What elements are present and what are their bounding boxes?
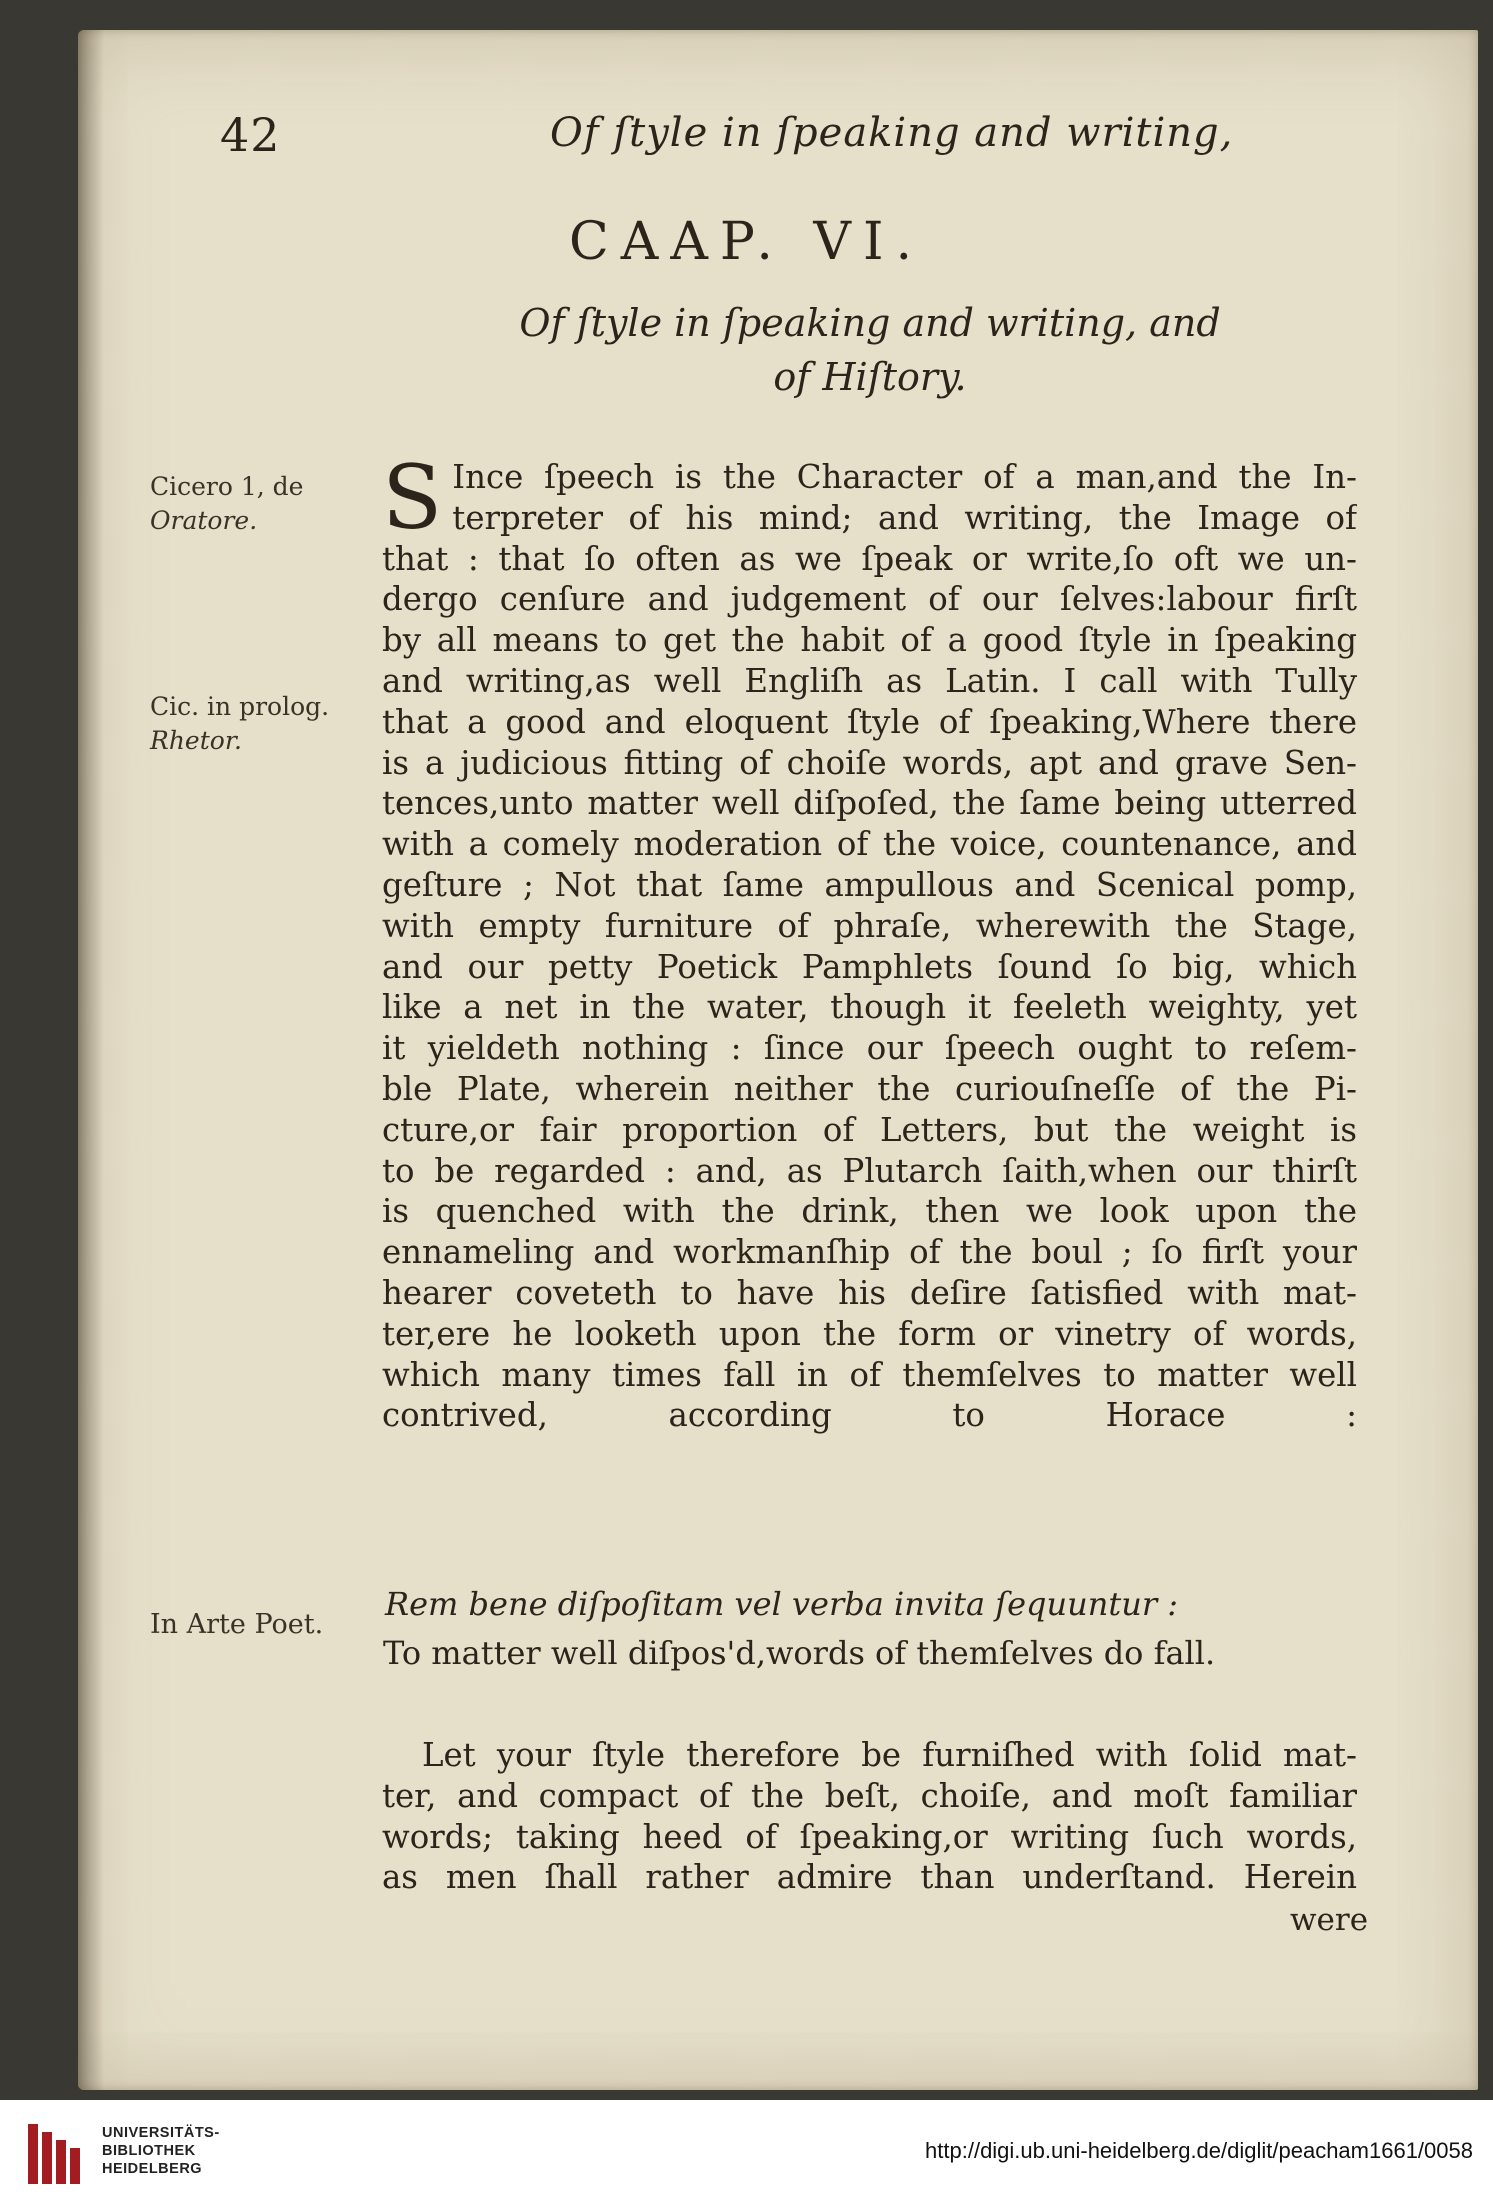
paragraph-2-lines bbox=[382, 1735, 1357, 1898]
text-line: as men ſhall rather admire than underſtand. Herein bbox=[382, 1858, 1357, 1897]
marginal-note-cicero-oratore: Cicero 1, de Oratore. bbox=[150, 472, 304, 535]
text-line: that : that ſo often as we ſpeak or write,ſo oft we un- bbox=[382, 539, 1357, 578]
text-line: ter,ere he looketh upon the form or vinetry of words, bbox=[382, 1314, 1357, 1353]
text-line: is quenched with the drink, then we look upon the bbox=[382, 1192, 1357, 1231]
latin-verse: Rem bene diſpoſitam vel verba invita ſequuntur : bbox=[385, 1585, 1179, 1623]
text-line: contrived, according to Horace : bbox=[382, 1396, 1357, 1435]
catchword: were bbox=[1290, 1902, 1369, 1938]
text-line: hearer coveteth to have his deſire ſatisfied with mat- bbox=[382, 1273, 1357, 1312]
marginal-note-cicero-rhetor: Cic. in prolog. Rhetor. bbox=[150, 692, 330, 755]
section-title-line-1: Of ſtyle in ſpeaking and writing, and bbox=[519, 301, 1221, 345]
page-header bbox=[220, 108, 1320, 168]
english-verse: To matter well diſpos'd,words of themſelves do fall. bbox=[383, 1634, 1216, 1672]
text-line: ter, and compact of the beſt, choiſe, and moſt familiar bbox=[382, 1776, 1357, 1815]
text-line: with empty furniture of phraſe, wherewith the Stage, bbox=[382, 906, 1357, 945]
text-line: and our petty Poetick Pamphlets ſound ſo big, which bbox=[382, 947, 1357, 986]
text-line: terpreter of his mind; and writing, the Image of bbox=[452, 498, 1357, 537]
text-line: Ince ſpeech is the Character of a man,and the In- bbox=[452, 458, 1357, 496]
paragraph-1-lines bbox=[382, 446, 1357, 1436]
text-line: and writing,as well Engliſh as Latin. I call with Tully bbox=[382, 661, 1357, 700]
section-title-line-2: of Hiſtory. bbox=[773, 355, 967, 399]
library-logo-icon bbox=[26, 2122, 90, 2186]
text-line: like a net in the water, though it feeleth weighty, yet bbox=[382, 988, 1357, 1027]
text-line: dergo cenſure and judgement of our ſelves:labour firſt bbox=[382, 580, 1357, 619]
text-line: it yieldeth nothing : ſince our ſpeech ought to reſem- bbox=[382, 1029, 1357, 1068]
library-name: UNIVERSITÄTS- BIBLIOTHEK HEIDELBERG bbox=[102, 2125, 220, 2177]
page-number: 42 bbox=[220, 108, 281, 162]
text-line: ble Plate, wherein neither the curiouſneſſe of the Pi- bbox=[382, 1069, 1357, 1108]
chapter-heading: CAAP. VI. bbox=[568, 212, 925, 272]
paragraph-1 bbox=[382, 446, 1357, 1436]
text-line: ennameling and workmanſhip of the boul ; ſo firſt your bbox=[382, 1233, 1357, 1272]
section-title bbox=[420, 296, 1320, 404]
text-line: words; taking heed of ſpeaking,or writing ſuch words, bbox=[382, 1817, 1357, 1856]
text-line: which many times fall in of themſelves to matter well bbox=[382, 1355, 1357, 1394]
drop-cap: S bbox=[382, 446, 443, 549]
text-line: geſture ; Not that ſame ampullous and Scenical pomp, bbox=[382, 865, 1357, 904]
marginal-note-arte-poet: In Arte Poet. bbox=[150, 1609, 324, 1640]
running-head: Of ſtyle in ſpeaking and writing, bbox=[550, 110, 1234, 156]
text-line: Let your ſtyle therefore be furniſhed with ſolid mat- bbox=[422, 1736, 1357, 1774]
page-spine-shadow bbox=[78, 30, 104, 2090]
paragraph-2 bbox=[382, 1735, 1357, 1898]
text-line: by all means to get the habit of a good ſtyle in ſpeaking bbox=[382, 621, 1357, 660]
text-line: with a comely moderation of the voice, countenance, and bbox=[382, 825, 1357, 864]
footer-bar bbox=[0, 2100, 1493, 2209]
permalink-url[interactable]: http://digi.ub.uni-heidelberg.de/diglit/peacham1661/0058 bbox=[925, 2138, 1473, 2163]
text-line: to be regarded : and, as Plutarch ſaith,when our thirſt bbox=[382, 1151, 1357, 1190]
text-line: cture,or fair proportion of Letters, but the weight is bbox=[382, 1110, 1357, 1149]
text-line: that a good and eloquent ſtyle of ſpeaking,Where there bbox=[382, 702, 1357, 741]
text-line: tences,unto matter well diſpoſed, the ſame being utterred bbox=[382, 784, 1357, 823]
text-line: is a judicious fitting of choiſe words, apt and grave Sen- bbox=[382, 743, 1357, 782]
